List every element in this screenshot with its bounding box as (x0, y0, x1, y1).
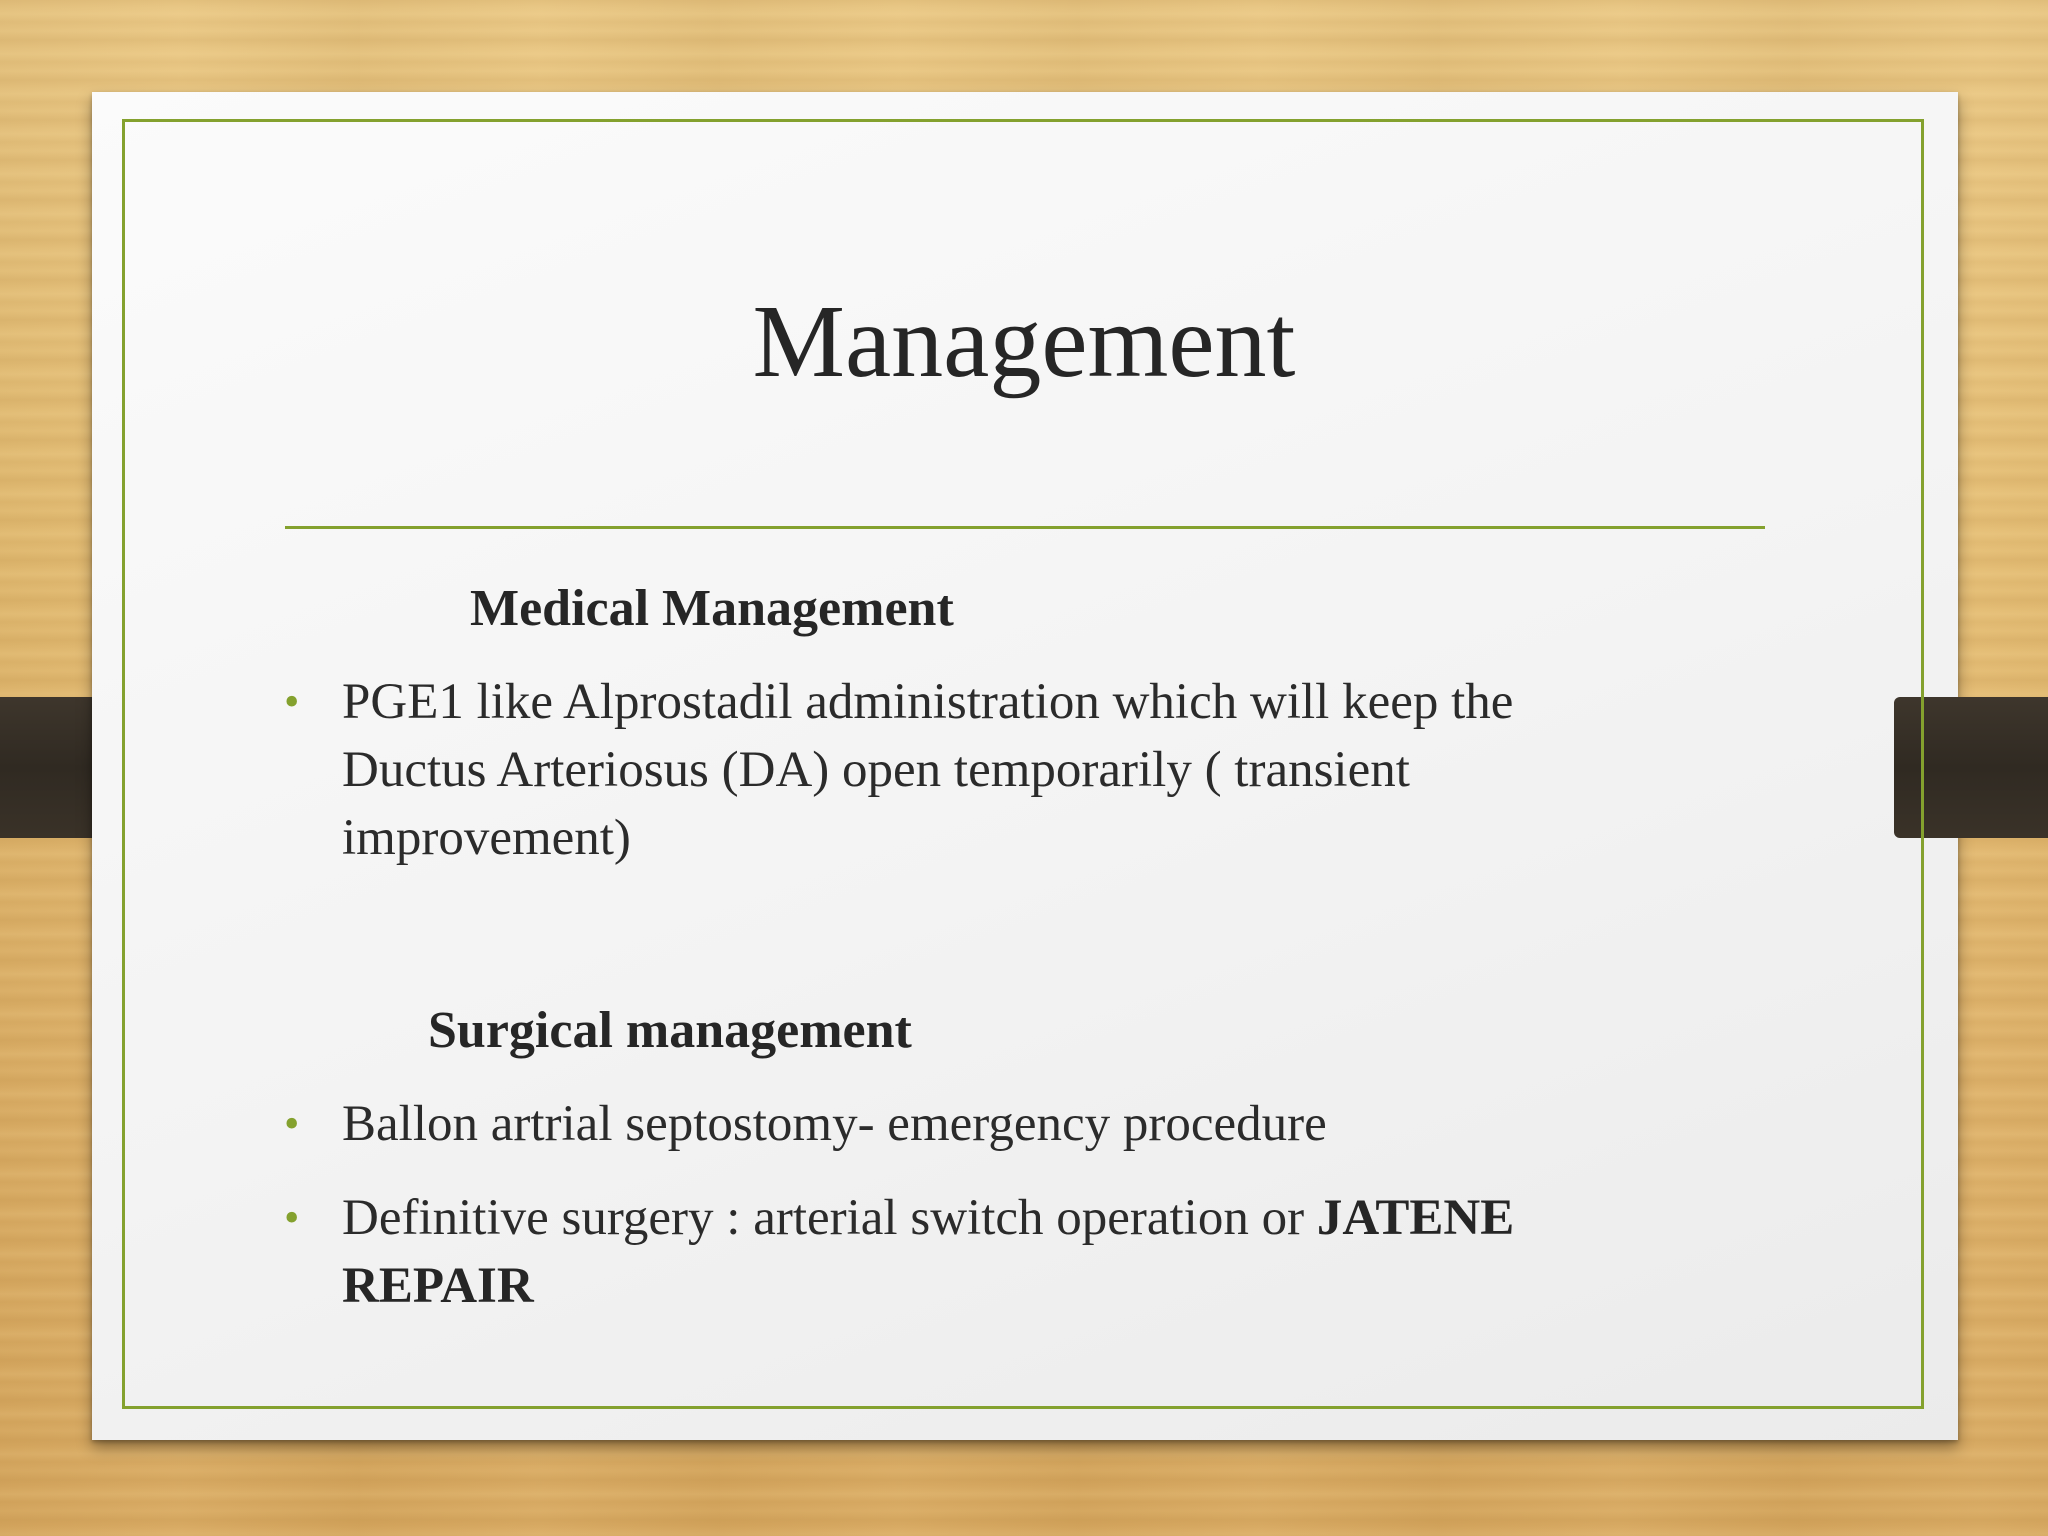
surgical-management-heading: Surgical management (428, 1002, 912, 1059)
bullet-text: PGE1 like Alprostadil administration which will keep the Ductus Arteriosus (DA) open temporarily ( transient improvement) (342, 674, 1514, 866)
bullet-icon: • (284, 1099, 300, 1148)
bullet-text: Definitive surgery : arterial switch operation or (342, 1190, 1317, 1246)
medical-management-heading: Medical Management (470, 580, 954, 637)
list-item (284, 1184, 1662, 1320)
bullet-icon: • (284, 677, 300, 726)
list-item (284, 668, 1662, 872)
bullet-emphasis: JATENE REPAIR (342, 1190, 1515, 1314)
title-divider (285, 526, 1765, 529)
slide-title: Management (752, 284, 1296, 399)
list-item (284, 1090, 1662, 1158)
bullet-icon: • (284, 1193, 300, 1242)
bullet-text: Ballon artrial septostomy- emergency procedure (342, 1096, 1327, 1152)
